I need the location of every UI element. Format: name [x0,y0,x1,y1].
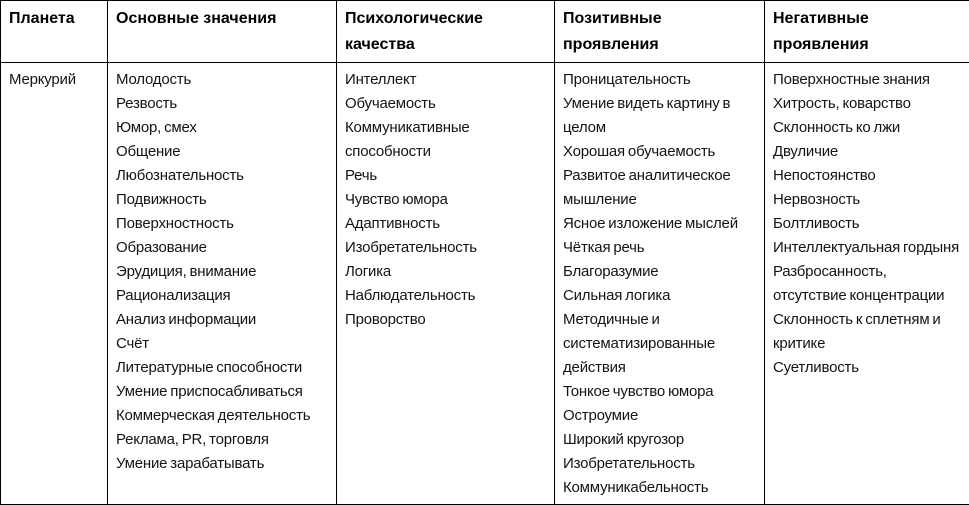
column-header-psych-qualities: Психологические качества [337,1,555,63]
list-item: Непостоянство [773,164,961,188]
list-item: Склонность к сплетням и критике [773,308,961,356]
column-header-main-meanings: Основные значения [108,1,337,63]
list-item: Благоразумие [563,260,756,284]
list-item: Склонность ко лжи [773,116,961,140]
list-item: Эрудиция, внимание [116,260,328,284]
list-item: Коммуникабельность [563,476,756,500]
list-item: Проворство [345,308,546,332]
list-item: Изобретательность [563,452,756,476]
column-header-positive: Позитивные проявления [555,1,765,63]
list-item: Наблюдательность [345,284,546,308]
list-item: Широкий кругозор [563,428,756,452]
list-item: Интеллектуальная гордыня [773,236,961,260]
list-item: Развитое аналитическое мышление [563,164,756,212]
list-item: Методичные и систематизированные действия [563,308,756,380]
list-item: Обучаемость [345,92,546,116]
planet-name-cell: Меркурий [1,63,108,505]
list-item: Умение зарабатывать [116,452,328,476]
list-item: Адаптивность [345,212,546,236]
list-item: Любознательность [116,164,328,188]
list-item: Умение видеть картину в целом [563,92,756,140]
list-item: Остроумие [563,404,756,428]
list-item: Проницательность [563,68,756,92]
column-header-planet: Планета [1,1,108,63]
list-item: Логика [345,260,546,284]
list-item: Хорошая обучаемость [563,140,756,164]
list-item: Рационализация [116,284,328,308]
list-item: Нервозность [773,188,961,212]
list-item: Образование [116,236,328,260]
list-item: Интеллект [345,68,546,92]
list-item: Резвость [116,92,328,116]
list-item: Умение приспосабливаться [116,380,328,404]
list-item: Литературные способности [116,356,328,380]
list-item: Коммерческая деятельность [116,404,328,428]
list-item: Поверхностность [116,212,328,236]
list-item: Анализ информации [116,308,328,332]
list-item: Коммуникативные способности [345,116,546,164]
list-item: Суетливость [773,356,961,380]
list-item: Болтливость [773,212,961,236]
list-item: Ясное изложение мыслей [563,212,756,236]
list-item: Тонкое чувство юмора [563,380,756,404]
psych-qualities-cell [337,63,555,505]
list-item: Чёткая речь [563,236,756,260]
table-header-row [1,1,969,63]
list-item: Реклама, PR, торговля [116,428,328,452]
list-item: Счёт [116,332,328,356]
negative-cell [765,63,969,505]
list-item: Сильная логика [563,284,756,308]
list-item: Общение [116,140,328,164]
table-row-mercury [1,63,969,505]
list-item: Подвижность [116,188,328,212]
list-item: Юмор, смех [116,116,328,140]
list-item: Молодость [116,68,328,92]
list-item: Изобретательность [345,236,546,260]
list-item: Поверхностные знания [773,68,961,92]
list-item: Разбросанность, отсутствие концентрации [773,260,961,308]
positive-cell [555,63,765,505]
list-item: Хитрость, коварство [773,92,961,116]
list-item: Чувство юмора [345,188,546,212]
list-item: Речь [345,164,546,188]
main-meanings-cell [108,63,337,505]
list-item: Двуличие [773,140,961,164]
column-header-negative: Негативные проявления [765,1,969,63]
